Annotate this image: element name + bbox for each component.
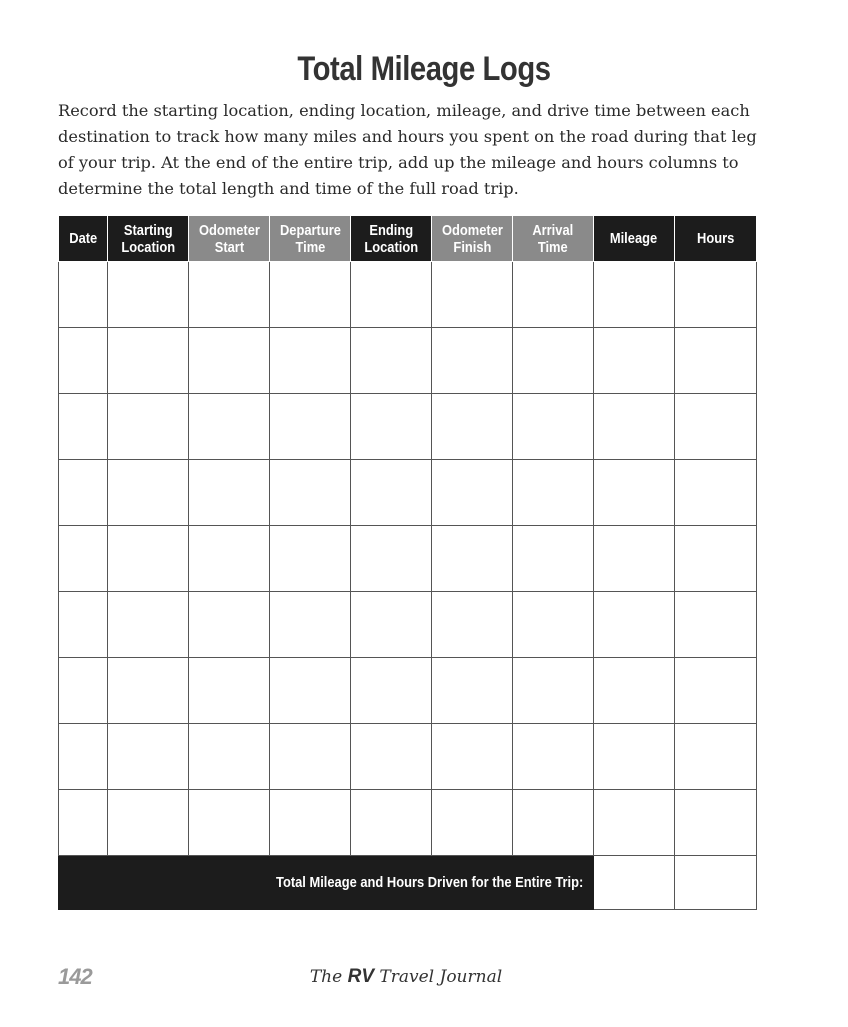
cell-starting-location[interactable] (108, 592, 189, 658)
cell-hours[interactable] (675, 328, 757, 394)
cell-ending-location[interactable] (351, 592, 432, 658)
cell-starting-location[interactable] (108, 526, 189, 592)
cell-hours[interactable] (675, 724, 757, 790)
intro-paragraph: Record the starting location, ending location, mileage, and drive time between each destination to track how many miles and hours you spent on the road during that leg of your trip. At the end of the entire trip, add up the mileage and hours columns to determine the total length and time of the full road trip. (58, 101, 757, 198)
cell-ending-location[interactable] (351, 262, 432, 328)
total-row (59, 856, 757, 910)
cell-odometer-finish[interactable] (432, 592, 513, 658)
cell-odometer-start[interactable] (189, 328, 270, 394)
total-label: Total Mileage and Hours Driven for the Entire Trip: (59, 856, 594, 910)
cell-departure-time[interactable] (270, 262, 351, 328)
log-row (59, 460, 757, 526)
cell-departure-time[interactable] (270, 592, 351, 658)
cell-odometer-start[interactable] (189, 658, 270, 724)
log-row (59, 658, 757, 724)
cell-arrival-time[interactable] (513, 460, 594, 526)
cell-ending-location[interactable] (351, 460, 432, 526)
cell-odometer-finish[interactable] (432, 526, 513, 592)
cell-departure-time[interactable] (270, 460, 351, 526)
book-title-rv: RV (347, 966, 374, 987)
col-hours: Hours (675, 216, 757, 262)
cell-hours[interactable] (675, 526, 757, 592)
cell-departure-time[interactable] (270, 328, 351, 394)
cell-ending-location[interactable] (351, 526, 432, 592)
cell-odometer-finish[interactable] (432, 460, 513, 526)
cell-arrival-time[interactable] (513, 328, 594, 394)
page-title: Total Mileage Logs (297, 50, 551, 88)
cell-odometer-finish[interactable] (432, 790, 513, 856)
cell-odometer-start[interactable] (189, 724, 270, 790)
log-row (59, 262, 757, 328)
cell-starting-location[interactable] (108, 460, 189, 526)
log-row (59, 328, 757, 394)
col-mileage: Mileage (594, 216, 675, 262)
cell-hours[interactable] (675, 658, 757, 724)
cell-odometer-finish[interactable] (432, 394, 513, 460)
col-arrival-time: Arrival Time (513, 216, 594, 262)
cell-date[interactable] (59, 592, 108, 658)
cell-arrival-time[interactable] (513, 658, 594, 724)
cell-mileage[interactable] (594, 790, 675, 856)
cell-odometer-finish[interactable] (432, 262, 513, 328)
log-row (59, 790, 757, 856)
cell-arrival-time[interactable] (513, 724, 594, 790)
book-title (0, 966, 812, 988)
col-starting-location: Starting Location (108, 216, 189, 262)
cell-arrival-time[interactable] (513, 526, 594, 592)
cell-ending-location[interactable] (351, 658, 432, 724)
page-number: 142 (58, 964, 92, 989)
total-hours-cell[interactable] (675, 856, 757, 910)
cell-mileage[interactable] (594, 262, 675, 328)
cell-departure-time[interactable] (270, 790, 351, 856)
cell-arrival-time[interactable] (513, 394, 594, 460)
cell-mileage[interactable] (594, 658, 675, 724)
cell-starting-location[interactable] (108, 790, 189, 856)
cell-ending-location[interactable] (351, 724, 432, 790)
col-odometer-start: Odometer Start (189, 216, 270, 262)
cell-ending-location[interactable] (351, 790, 432, 856)
cell-date[interactable] (59, 262, 108, 328)
cell-starting-location[interactable] (108, 262, 189, 328)
cell-departure-time[interactable] (270, 658, 351, 724)
cell-date[interactable] (59, 460, 108, 526)
cell-starting-location[interactable] (108, 328, 189, 394)
cell-starting-location[interactable] (108, 394, 189, 460)
cell-odometer-finish[interactable] (432, 658, 513, 724)
cell-starting-location[interactable] (108, 658, 189, 724)
col-date: Date (59, 216, 108, 262)
cell-hours[interactable] (675, 592, 757, 658)
cell-ending-location[interactable] (351, 328, 432, 394)
cell-date[interactable] (59, 724, 108, 790)
cell-date[interactable] (59, 526, 108, 592)
book-title-post: Travel Journal (374, 967, 503, 987)
cell-odometer-start[interactable] (189, 526, 270, 592)
mileage-log-table (58, 215, 757, 910)
cell-mileage[interactable] (594, 394, 675, 460)
book-title-pre: The (309, 967, 348, 987)
cell-hours[interactable] (675, 394, 757, 460)
cell-date[interactable] (59, 394, 108, 460)
col-departure-time: Departure Time (270, 216, 351, 262)
cell-odometer-start[interactable] (189, 790, 270, 856)
cell-date[interactable] (59, 658, 108, 724)
log-row (59, 526, 757, 592)
cell-departure-time[interactable] (270, 724, 351, 790)
cell-odometer-start[interactable] (189, 592, 270, 658)
col-odometer-finish: Odometer Finish (432, 216, 513, 262)
total-mileage-cell[interactable] (594, 856, 675, 910)
cell-arrival-time[interactable] (513, 262, 594, 328)
cell-mileage[interactable] (594, 328, 675, 394)
col-ending-location: Ending Location (351, 216, 432, 262)
cell-mileage[interactable] (594, 592, 675, 658)
cell-hours[interactable] (675, 790, 757, 856)
cell-odometer-finish[interactable] (432, 724, 513, 790)
cell-mileage[interactable] (594, 526, 675, 592)
cell-date[interactable] (59, 790, 108, 856)
cell-hours[interactable] (675, 262, 757, 328)
cell-arrival-time[interactable] (513, 592, 594, 658)
log-row (59, 592, 757, 658)
cell-mileage[interactable] (594, 724, 675, 790)
cell-arrival-time[interactable] (513, 790, 594, 856)
cell-ending-location[interactable] (351, 394, 432, 460)
cell-odometer-start[interactable] (189, 262, 270, 328)
log-row (59, 724, 757, 790)
cell-departure-time[interactable] (270, 526, 351, 592)
cell-date[interactable] (59, 328, 108, 394)
cell-odometer-finish[interactable] (432, 328, 513, 394)
cell-mileage[interactable] (594, 460, 675, 526)
cell-hours[interactable] (675, 460, 757, 526)
cell-starting-location[interactable] (108, 724, 189, 790)
log-row (59, 394, 757, 460)
cell-odometer-start[interactable] (189, 460, 270, 526)
header-row (59, 216, 757, 262)
cell-odometer-start[interactable] (189, 394, 270, 460)
cell-departure-time[interactable] (270, 394, 351, 460)
